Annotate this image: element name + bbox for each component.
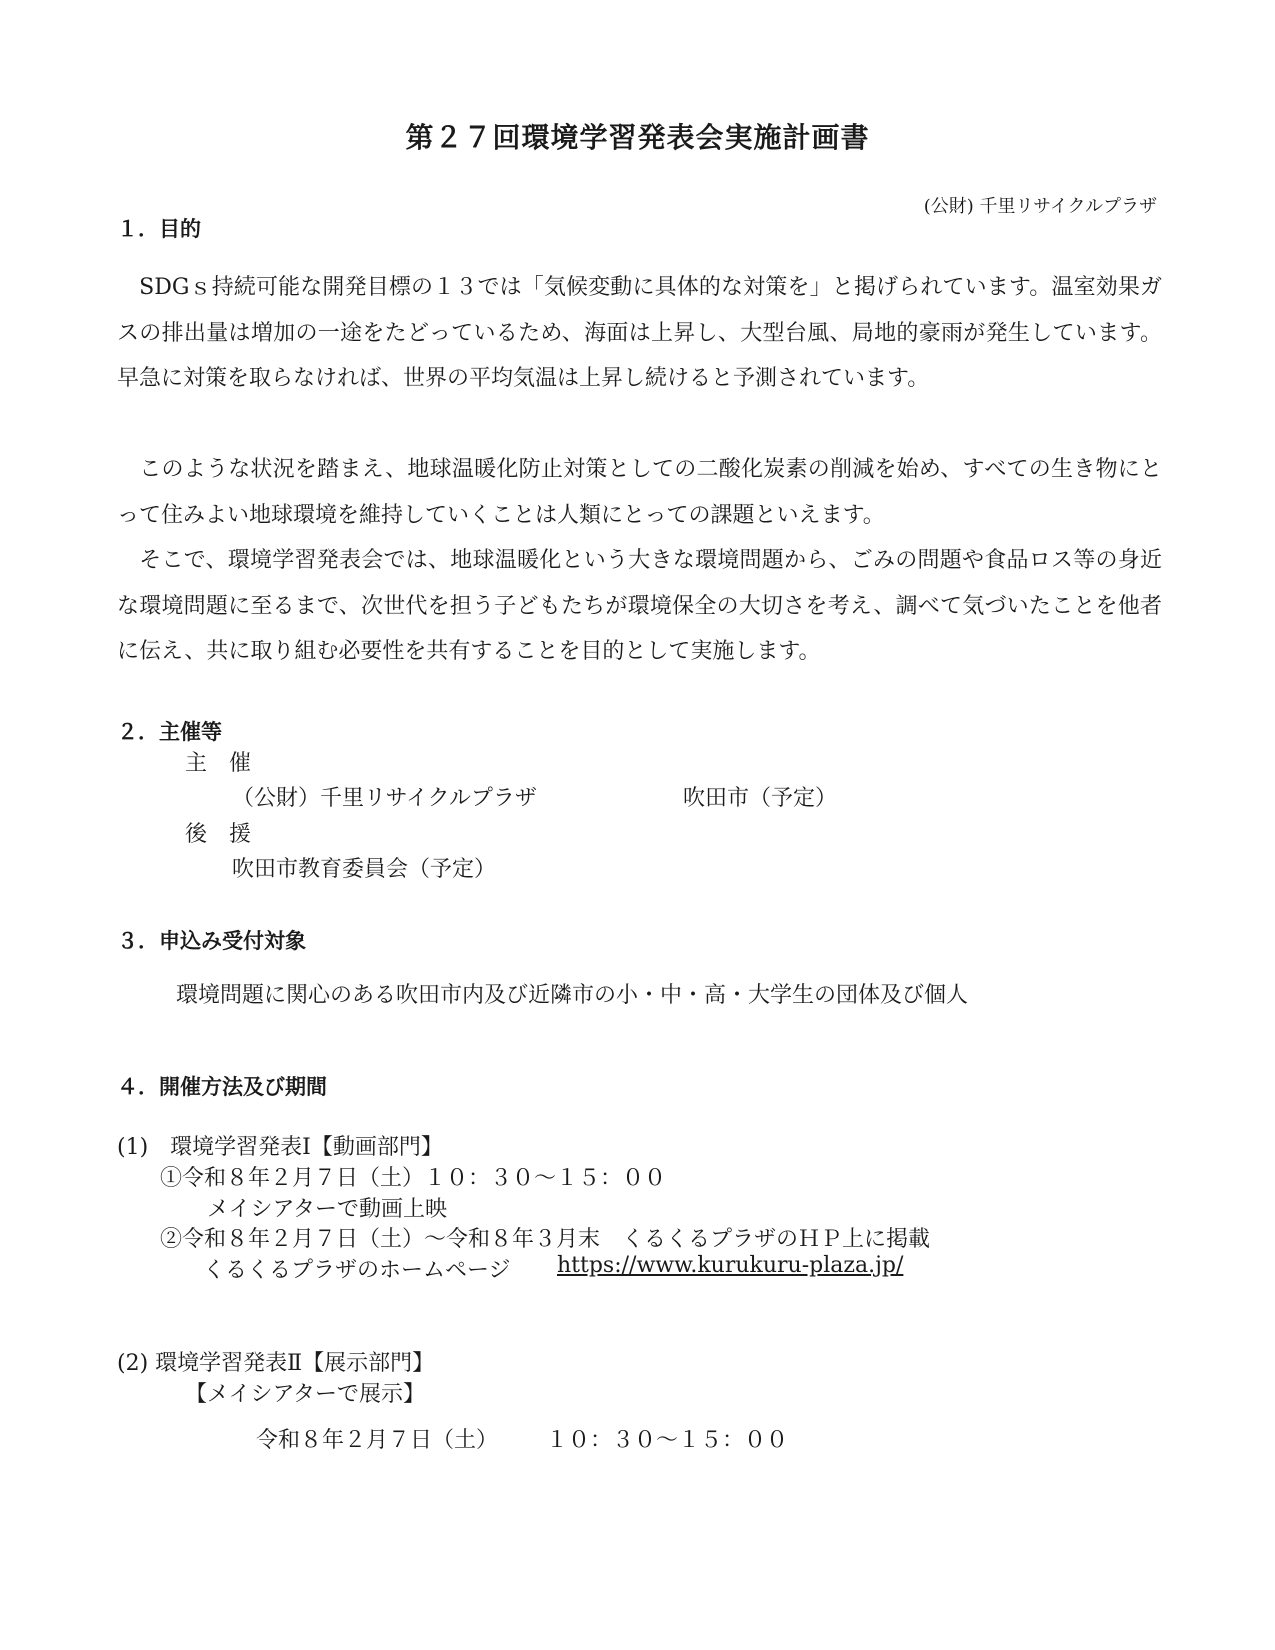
part-2-time: １０：３０～１５：００ (546, 1428, 789, 1453)
part-1-item-2-sub: くるくるプラザのホームページ (203, 1258, 511, 1283)
host-city: 吹田市（予定） (683, 786, 838, 811)
document-title: 第２７回環境学習発表会実施計画書 (405, 121, 870, 154)
part-2-title: (2) 環境学習発表Ⅱ【展示部門】 (117, 1351, 435, 1376)
section-2-heading: ２．主催等 (117, 720, 222, 744)
homepage-link[interactable]: https://www.kurukuru-plaza.jp/ (557, 1253, 904, 1278)
section-3-heading: ３．申込み受付対象 (117, 929, 306, 953)
support-organization: 吹田市教育委員会（予定） (232, 857, 497, 882)
support-label: 後 援 (185, 822, 252, 847)
organization-name: (公財) 千里リサイクルプラザ (923, 196, 1157, 217)
host-label: 主 催 (185, 751, 252, 776)
purpose-paragraph-2: このような状況を踏まえ、地球温暖化防止対策としての二酸化炭素の削減を始め、すべての生き物にとって住みよい地球環境を維持していくことは人類にとっての課題といえます。 (117, 457, 1162, 528)
part-1-item-1-sub: メイシアターで動画上映 (207, 1197, 448, 1222)
section-1-heading: １．目的 (117, 217, 201, 241)
purpose-paragraph-1: SDGｓ持続可能な開発目標の１３では「気候変動に具体的な対策を」と掲げられています。温室効果ガスの排出量は増加の一途をたどっているため、海面は上昇し、大型台風、局地的豪雨が発生しています。早急に対策を取らなければ、世界の平均気温は上昇し続けると予測されています。 (117, 275, 1162, 391)
section-4-heading: ４．開催方法及び期間 (117, 1075, 327, 1099)
part-1-item-2: ②令和８年２月７日（土）～令和８年３月末 くるくるプラザのＨＰ上に掲載 (160, 1227, 931, 1252)
purpose-paragraph-3: そこで、環境学習発表会では、地球温暖化という大きな環境問題から、ごみの問題や食品ロス等の身近な環境問題に至るまで、次世代を担う子どもたちが環境保全の大切さを考え、調べて気づいたことを他者に伝え、共に取り組む必要性を共有することを目的として実施します。 (117, 548, 1162, 664)
target-text: 環境問題に関心のある吹田市内及び近隣市の小・中・高・大学生の団体及び個人 (176, 983, 969, 1008)
part-2-date: 令和８年２月７日（土） (256, 1428, 499, 1453)
part-1-item-1: ①令和８年２月７日（土）１０：３０～１５：００ (160, 1166, 667, 1191)
part-1-title: (1) 環境学習発表Ⅰ【動画部門】 (117, 1135, 443, 1160)
host-organization: （公財）千里リサイクルプラザ (232, 786, 537, 811)
part-2-sub: 【メイシアターで展示】 (185, 1382, 426, 1407)
